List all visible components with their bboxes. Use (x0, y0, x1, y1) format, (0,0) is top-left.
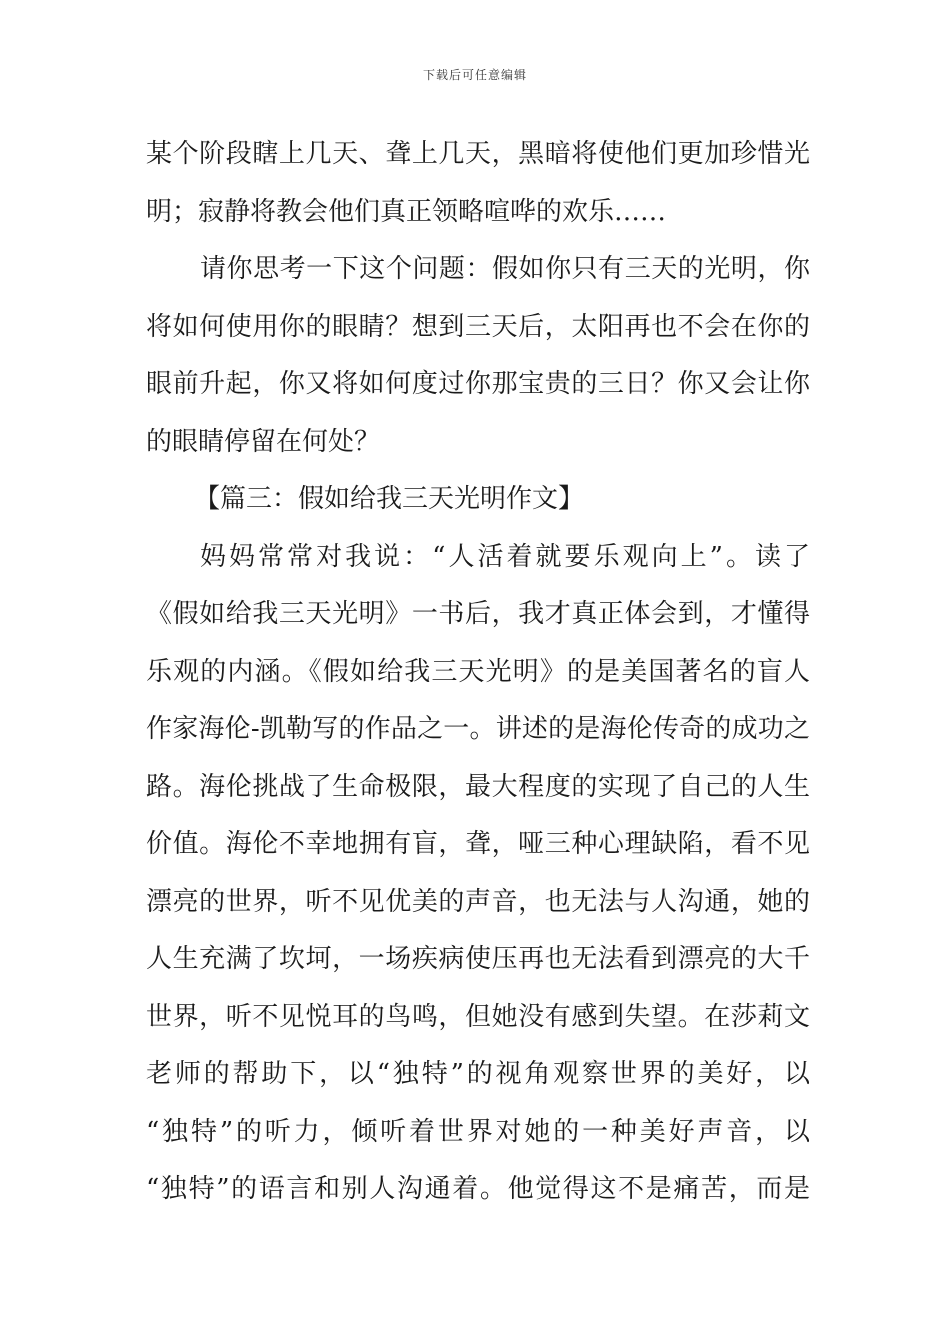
text-line: 的眼睛停留在何处？ (146, 426, 381, 457)
text-line: 漂亮的世界，听不见优美的声音，也无法与人沟通，她的 (146, 886, 810, 917)
text-line: “独特”的语言和别人沟通着。他觉得这不是痛苦，而是 (146, 1174, 810, 1204)
text-line: 《假如给我三天光明》一书后，我才真正体会到，才懂得 (146, 599, 810, 629)
section-heading: 【篇三：假如给我三天光明作文】 (194, 484, 585, 514)
text-line: 作家海伦-凯勒写的作品之一。讲述的是海伦传奇的成功之 (146, 714, 810, 744)
paragraph-start-line: 妈妈常常对我说：“人活着就要乐观向上”。读了 (200, 541, 810, 572)
text-line: 乐观的内涵。《假如给我三天光明》的是美国著名的盲人 (146, 656, 810, 687)
paragraph-start-line: 请你思考一下这个问题：假如你只有三天的光明，你 (200, 254, 810, 284)
text-line: “独特”的听力，倾听着世界对她的一种美好声音，以 (146, 1116, 810, 1147)
text-line: 明；寂静将教会他们真正领略喧哗的欢乐…… (146, 196, 667, 227)
text-line: 人生充满了坎坷，一场疾病使压再也无法看到漂亮的大千 (146, 944, 810, 974)
text-line: 路。海伦挑战了生命极限，最大程度的实现了自己的人生 (146, 771, 810, 802)
text-line: 世界，听不见悦耳的鸟鸣，但她没有感到失望。在莎莉文 (146, 1001, 810, 1032)
text-line: 某个阶段瞎上几天、聋上几天，黑暗将使他们更加珍惜光 (146, 139, 810, 169)
text-line: 将如何使用你的眼睛？想到三天后，太阳再也不会在你的 (146, 311, 810, 342)
text-line: 老师的帮助下，以“独特”的视角观察世界的美好，以 (146, 1059, 810, 1089)
text-line: 价值。海伦不幸地拥有盲，聋，哑三种心理缺陷，看不见 (146, 829, 810, 859)
text-line: 眼前升起，你又将如何度过你那宝贵的三日？你又会让你 (146, 369, 810, 399)
document-body (146, 126, 810, 1219)
page-header: 下载后可任意编辑 (422, 68, 527, 82)
